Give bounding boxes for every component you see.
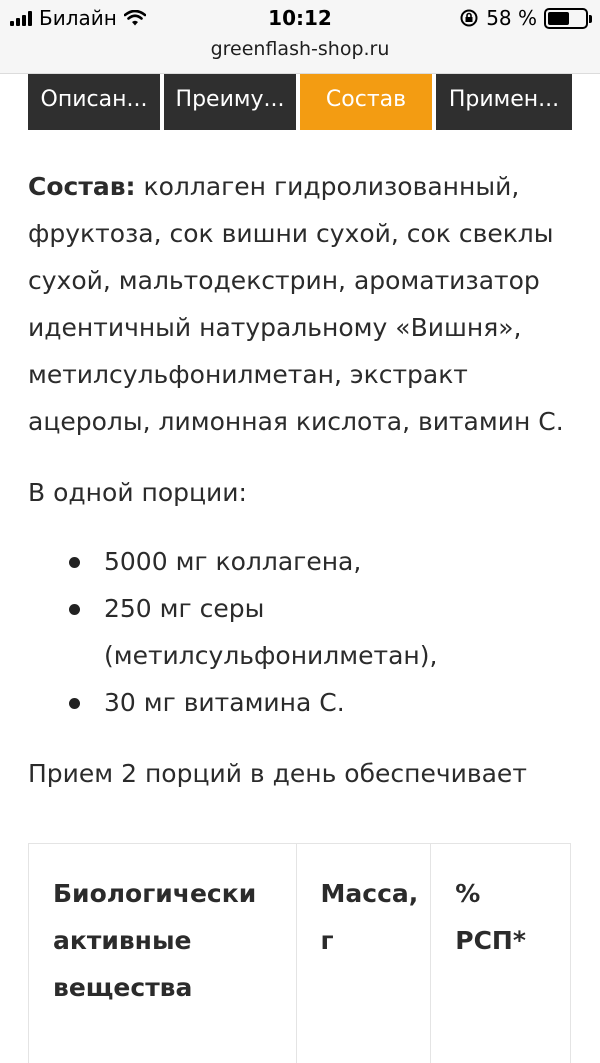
product-tabs (28, 74, 572, 130)
browser-top-bar (0, 0, 600, 74)
clock: 10:12 (268, 6, 332, 30)
header-rsp: % РСП* (455, 879, 526, 955)
battery-icon (544, 8, 588, 29)
nutrients-table (28, 843, 571, 1063)
battery-fill (548, 12, 569, 25)
tab-advantages[interactable]: Преиму... (164, 74, 296, 130)
list-item: 250 мг серы (метилсульфонилметан), (28, 585, 573, 679)
orientation-lock-icon (459, 8, 479, 28)
composition-paragraph (28, 163, 573, 445)
status-bar (0, 0, 600, 38)
tab-composition[interactable]: Состав (300, 74, 432, 130)
table-header-row (29, 844, 570, 1063)
header-mass: Масса, г (296, 844, 431, 1063)
portion-heading: В одной порции: (28, 478, 247, 507)
list-item: 5000 мг коллагена, (28, 538, 573, 585)
composition-label: Состав: (28, 172, 136, 201)
carrier-name: Билайн (39, 6, 117, 30)
composition-text: коллаген гидролизованный, фруктоза, сок вишни сухой, сок свеклы сухой, мальтодекстрин, ароматизатор идентичный натуральному «Вишня», метилсульфонилметан, экстракт ацеролы, лимонная кислота, витамин С. (28, 172, 564, 436)
header-substances: Биологически активные вещества (29, 844, 296, 1063)
signal-icon (10, 11, 32, 26)
battery-percent: 58 % (486, 6, 537, 30)
address-bar-url[interactable]: greenflash-shop.ru (210, 38, 390, 60)
daily-intake-text: Прием 2 порций в день обеспечивает (28, 759, 527, 788)
portion-list (28, 538, 573, 726)
list-item: 30 мг витамина С. (28, 679, 573, 726)
wifi-icon (124, 10, 146, 26)
tab-content (28, 163, 573, 797)
tab-usage[interactable]: Примен... (436, 74, 572, 130)
tab-description[interactable]: Описан... (28, 74, 160, 130)
